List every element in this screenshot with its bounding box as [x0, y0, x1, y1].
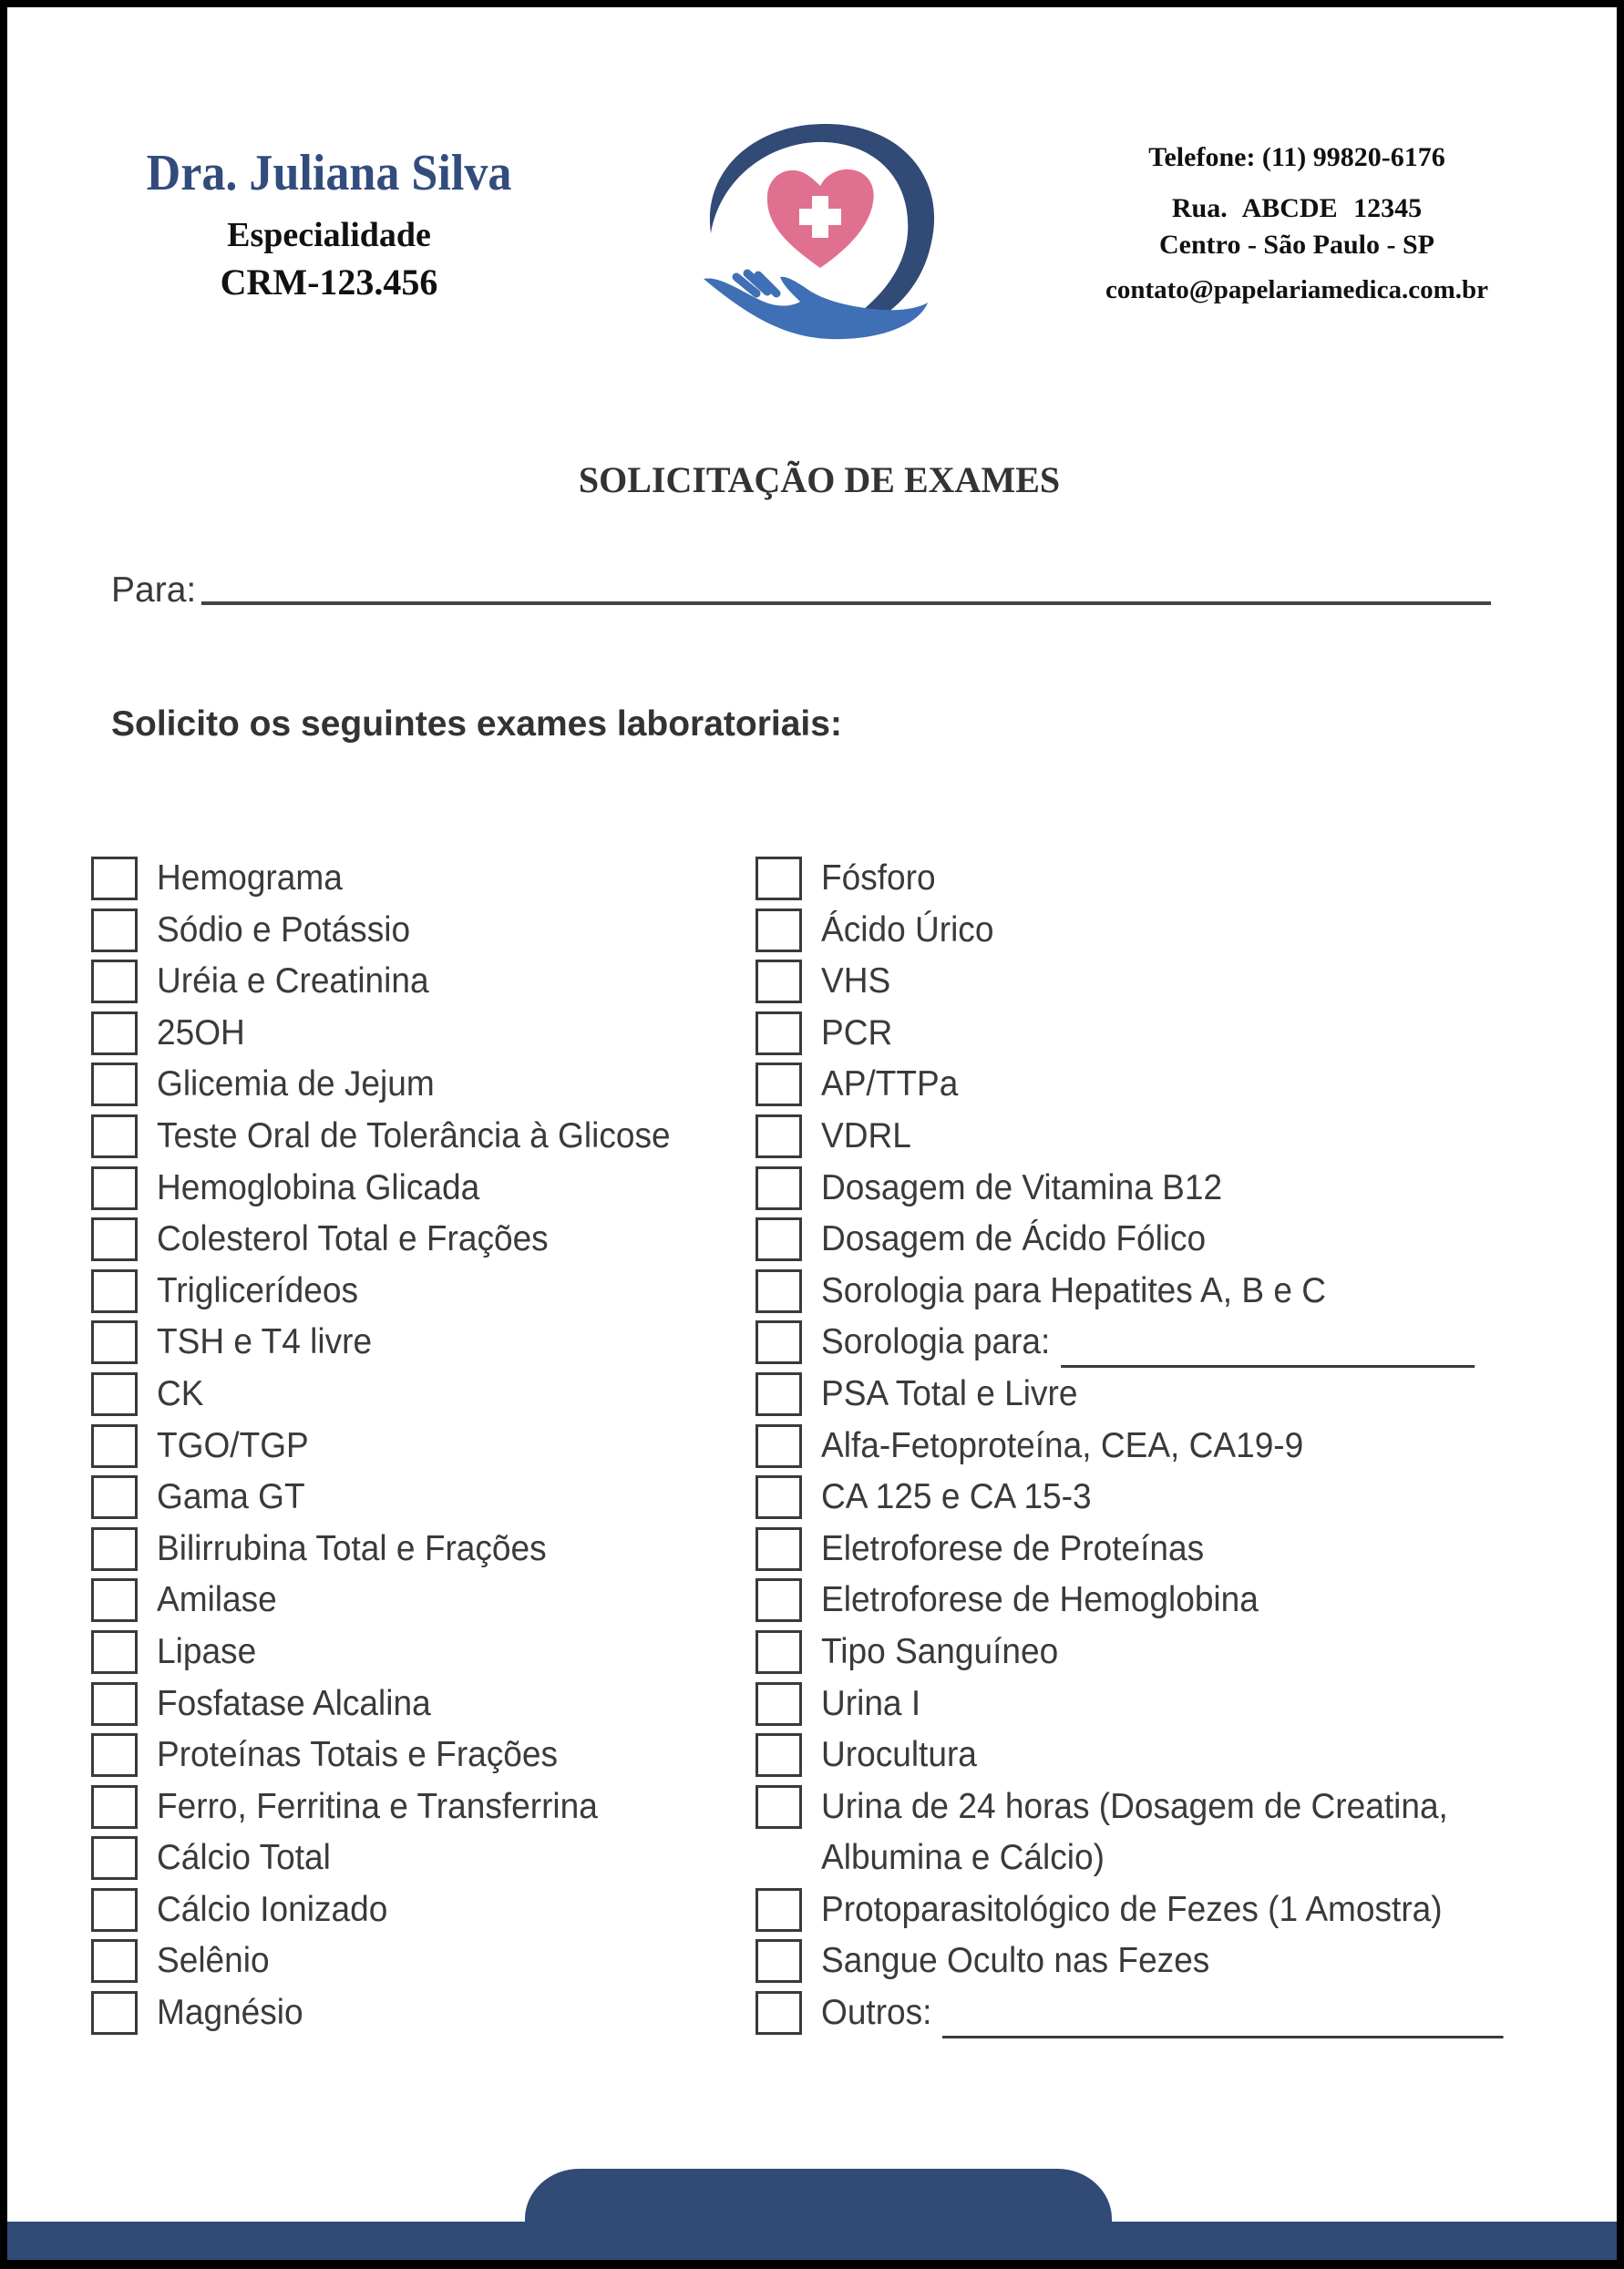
exam-checkbox[interactable] [755, 1114, 802, 1158]
exam-label-text: Ferro, Ferritina e Transferrina [157, 1786, 598, 1826]
exam-label-text: VDRL [821, 1115, 911, 1155]
exam-label-text: Outros: [821, 1993, 932, 2033]
exam-item [91, 1679, 697, 1730]
exam-label-text: Urina de 24 horas (Dosagem de Creatina, [821, 1786, 1448, 1826]
exam-fill-in-line[interactable] [942, 1996, 1504, 2038]
heart-hand-medical-logo-icon [693, 115, 948, 343]
exam-checkbox[interactable] [755, 1630, 802, 1674]
exam-item [755, 1111, 1539, 1163]
exam-label-text: Fósforo [821, 858, 936, 898]
exam-label [821, 1781, 1448, 1833]
exam-checkbox[interactable] [91, 1578, 138, 1622]
exam-label [157, 1008, 245, 1059]
exam-label-text: Alfa-Fetoproteína, CEA, CA19-9 [821, 1425, 1304, 1465]
exam-checkbox[interactable] [91, 1527, 138, 1571]
exam-label-text: Protoparasitológico de Fezes (1 Amostra) [821, 1889, 1443, 1929]
intro-text: Solicito os seguintes exames laboratoriais: [111, 704, 842, 744]
exam-label-text: Eletroforese de Proteínas [821, 1528, 1205, 1568]
exam-checkbox[interactable] [91, 1475, 138, 1519]
exam-label-text: VHS [821, 961, 891, 1001]
exam-item [755, 1730, 1539, 1781]
exam-label [821, 1627, 1058, 1678]
para-input-line[interactable] [201, 601, 1491, 605]
exam-label [157, 1987, 303, 2038]
exam-label [821, 1214, 1206, 1265]
exam-label-text: Glicemia de Jejum [157, 1064, 435, 1104]
exam-checkbox[interactable] [755, 1527, 802, 1571]
exam-checkbox[interactable] [91, 1063, 138, 1106]
exam-label [157, 1059, 435, 1110]
exam-label-text: Hemograma [157, 858, 343, 898]
exam-item [91, 1627, 697, 1679]
exam-label [821, 1575, 1259, 1626]
exam-checkbox[interactable] [91, 1682, 138, 1726]
exam-label-text: PSA Total e Livre [821, 1373, 1078, 1413]
exam-item [755, 905, 1539, 957]
contact-city: Centro - São Paulo - SP [1159, 230, 1434, 260]
exam-label [157, 1369, 203, 1420]
exam-label-text: Amilase [157, 1580, 277, 1620]
cross-icon-h [799, 209, 841, 225]
exam-label [821, 1163, 1222, 1214]
exam-label [821, 1421, 1303, 1472]
exam-checkbox[interactable] [755, 1063, 802, 1106]
exam-label-text: Tipo Sanguíneo [821, 1631, 1059, 1671]
exam-label-text: Teste Oral de Tolerância à Glicose [157, 1115, 671, 1155]
exam-label [157, 1575, 277, 1626]
exam-label-text: Triglicerídeos [157, 1270, 359, 1310]
exam-label [157, 1266, 358, 1317]
contact-email: contato@papelariamedica.com.br [1105, 275, 1489, 304]
exam-item [91, 1987, 697, 2039]
exam-label-text: Ácido Úrico [821, 909, 994, 950]
exam-checkbox[interactable] [755, 909, 802, 952]
exam-checkbox[interactable] [91, 909, 138, 952]
para-field [111, 570, 1491, 611]
exam-label-text: Uréia e Creatinina [157, 961, 429, 1001]
exam-label [157, 1884, 387, 1935]
exam-item [755, 1627, 1539, 1679]
exam-label [821, 1266, 1326, 1317]
exam-item [755, 1472, 1539, 1524]
exam-label [821, 1935, 1209, 1987]
exam-label [821, 853, 936, 904]
exam-item [755, 1163, 1539, 1215]
exam-label [157, 1472, 305, 1523]
exam-checkbox[interactable] [755, 1939, 802, 1983]
exam-item [755, 956, 1539, 1008]
exam-label-text: Selênio [157, 1941, 270, 1981]
exam-item [755, 1987, 1539, 2039]
exam-checkbox[interactable] [91, 1785, 138, 1829]
exam-label [157, 1627, 256, 1678]
exam-label-text: Sorologia para: [821, 1322, 1051, 1362]
exam-fill-in-line[interactable] [1061, 1325, 1475, 1368]
exam-label [157, 853, 343, 904]
exam-label [157, 1679, 431, 1730]
exam-item [91, 1781, 697, 1833]
exam-label-text: CK [157, 1373, 204, 1413]
exam-checkbox[interactable] [91, 1114, 138, 1158]
exam-label-text: Colesterol Total e Frações [157, 1219, 549, 1259]
exam-label [157, 1214, 549, 1265]
exam-label-text: Magnésio [157, 1993, 303, 2033]
exam-label [157, 1421, 309, 1472]
exam-checkbox[interactable] [755, 1217, 802, 1261]
exam-label [821, 1884, 1443, 1935]
exam-checkbox[interactable] [91, 1424, 138, 1468]
exam-list-left [91, 853, 697, 2039]
exam-checkbox[interactable] [755, 1991, 802, 2035]
exam-label-continued: Albumina e Cálcio) [821, 1838, 1105, 1878]
exam-label-text: Dosagem de Vitamina B12 [821, 1167, 1223, 1207]
exam-label [157, 1833, 331, 1884]
exam-item [91, 1472, 697, 1524]
contact-street: Rua. ABCDE 12345 [1171, 193, 1423, 223]
exam-checkbox[interactable] [91, 857, 138, 900]
exam-item [755, 1781, 1539, 1833]
exam-label [157, 1111, 671, 1162]
exam-label-text: Eletroforese de Hemoglobina [821, 1580, 1259, 1620]
exam-checkbox[interactable] [755, 1011, 802, 1055]
exam-item [755, 1266, 1539, 1318]
exam-item [755, 1935, 1539, 1987]
exam-label-text: Gama GT [157, 1477, 305, 1517]
exam-item [755, 853, 1539, 905]
exam-item [91, 1163, 697, 1215]
exam-checkbox[interactable] [91, 1991, 138, 2035]
exam-label-text: Sódio e Potássio [157, 909, 411, 950]
exam-label-text: Proteínas Totais e Frações [157, 1735, 559, 1775]
exam-label [821, 956, 890, 1007]
footer-tab [525, 2169, 1112, 2260]
exam-checkbox[interactable] [755, 1888, 802, 1932]
exam-item [91, 1317, 697, 1369]
exam-checkbox[interactable] [91, 1372, 138, 1416]
exam-checkbox[interactable] [755, 857, 802, 900]
exam-label [157, 956, 429, 1007]
exam-label-text: Sorologia para Hepatites A, B e C [821, 1270, 1327, 1310]
exam-item [755, 1008, 1539, 1060]
doctor-crm: CRM-123.456 [220, 262, 438, 303]
exam-checkbox[interactable] [91, 1733, 138, 1777]
exam-checkbox[interactable] [755, 1475, 802, 1519]
exam-checkbox[interactable] [91, 1217, 138, 1261]
exam-checkbox[interactable] [91, 1888, 138, 1932]
exam-label [157, 1524, 547, 1575]
doctor-specialty: Especialidade [227, 216, 431, 254]
exam-checkbox[interactable] [91, 1269, 138, 1313]
exam-item [91, 905, 697, 957]
exam-checkbox[interactable] [755, 1372, 802, 1416]
exam-label-text: Bilirrubina Total e Frações [157, 1528, 547, 1568]
exam-label-text: AP/TTPa [821, 1064, 959, 1104]
exam-item [755, 1369, 1539, 1421]
exam-checkbox[interactable] [755, 1320, 802, 1364]
exam-label-text: TSH e T4 livre [157, 1322, 373, 1362]
exam-label-text: Urocultura [821, 1735, 977, 1775]
exam-label-text: Cálcio Total [157, 1838, 331, 1878]
exam-label [821, 1730, 977, 1781]
exam-label [821, 1369, 1077, 1420]
exam-label-text: PCR [821, 1012, 893, 1052]
exam-checkbox[interactable] [91, 1939, 138, 1983]
doctor-name: Dra. Juliana Silva [146, 145, 512, 201]
exam-label [821, 1679, 920, 1730]
exam-item [755, 1317, 1539, 1369]
exam-label [821, 905, 993, 956]
exam-checkbox[interactable] [91, 1320, 138, 1364]
exam-label [821, 1472, 1092, 1523]
exam-label-text: Fosfatase Alcalina [157, 1683, 431, 1723]
exam-item [91, 1730, 697, 1781]
exam-checkbox[interactable] [755, 1785, 802, 1829]
exam-checkbox[interactable] [755, 1424, 802, 1468]
exam-checkbox[interactable] [755, 1269, 802, 1313]
exam-item [91, 1008, 697, 1060]
exam-label [157, 1163, 479, 1214]
exam-label-text: Hemoglobina Glicada [157, 1167, 480, 1207]
exam-label [157, 1317, 372, 1368]
exam-label [157, 1935, 270, 1987]
exam-item [91, 1575, 697, 1627]
exam-label [821, 1524, 1204, 1575]
exam-checkbox[interactable] [91, 1836, 138, 1880]
exam-item [91, 1266, 697, 1318]
exam-item [91, 1369, 697, 1421]
exam-item [755, 1421, 1539, 1473]
exam-label-text: Sangue Oculto nas Fezes [821, 1941, 1210, 1981]
exam-label-text: Lipase [157, 1631, 257, 1671]
exam-item [755, 1214, 1539, 1266]
exam-label-text: 25OH [157, 1012, 245, 1052]
exam-label [157, 905, 410, 956]
exam-list-right [755, 853, 1539, 2039]
exam-checkbox[interactable] [755, 1733, 802, 1777]
exam-item [91, 956, 697, 1008]
exam-item [91, 1059, 697, 1111]
exam-checkbox[interactable] [91, 1630, 138, 1674]
exam-item [91, 1935, 697, 1987]
exam-checkbox[interactable] [755, 1578, 802, 1622]
exam-label [821, 1317, 1475, 1368]
exam-item [755, 1679, 1539, 1730]
exam-checkbox[interactable] [755, 960, 802, 1003]
form-title: SOLICITAÇÃO DE EXAMES [578, 459, 1061, 500]
exam-label-text: Dosagem de Ácido Fólico [821, 1219, 1207, 1259]
exam-label-text: Urina I [821, 1683, 921, 1723]
exam-label [157, 1781, 598, 1833]
exam-label [157, 1730, 558, 1781]
exam-label-text: Cálcio Ionizado [157, 1889, 388, 1929]
exam-item [91, 1111, 697, 1163]
exam-item [91, 1833, 697, 1884]
exam-item [755, 1575, 1539, 1627]
exam-checkbox[interactable] [755, 1166, 802, 1210]
exam-item [91, 853, 697, 905]
exam-item [755, 1884, 1539, 1936]
exam-item-continuation [755, 1833, 1539, 1884]
contact-phone: Telefone: (11) 99820-6176 [1148, 142, 1445, 172]
exam-label [821, 1059, 958, 1110]
exam-checkbox[interactable] [91, 1011, 138, 1055]
exam-label [821, 1987, 1503, 2038]
exam-item [91, 1884, 697, 1936]
exam-label [821, 1008, 892, 1059]
exam-item [91, 1524, 697, 1576]
exam-label [821, 1111, 911, 1162]
exam-checkbox[interactable] [755, 1682, 802, 1726]
exam-label-text: CA 125 e CA 15-3 [821, 1477, 1092, 1517]
exam-label-text: TGO/TGP [157, 1425, 309, 1465]
exam-item [91, 1214, 697, 1266]
exam-checkbox[interactable] [91, 960, 138, 1003]
para-label: Para: [111, 570, 197, 610]
exam-checkbox[interactable] [91, 1166, 138, 1210]
exam-item [755, 1524, 1539, 1576]
exam-item [755, 1059, 1539, 1111]
exam-item [91, 1421, 697, 1473]
